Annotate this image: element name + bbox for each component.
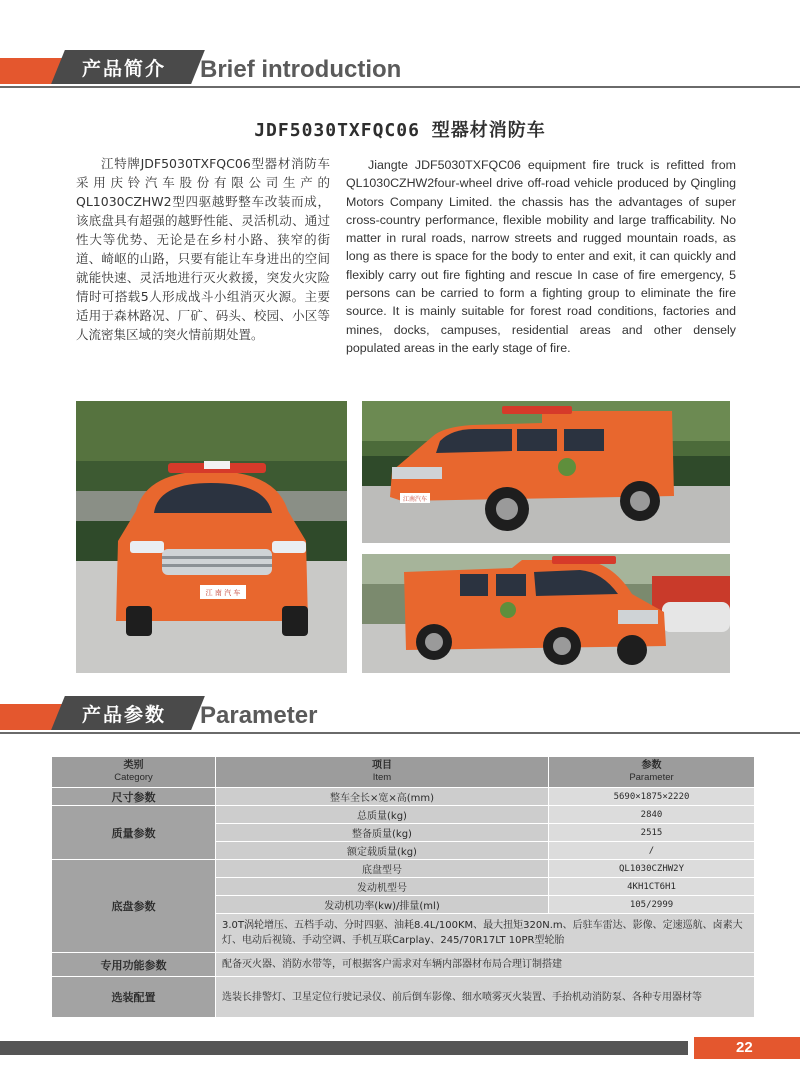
category-special: 专用功能参数 xyxy=(52,953,216,977)
truck-front-image xyxy=(76,401,347,673)
header-value-en: Parameter xyxy=(629,772,674,783)
item-cell: 整备质量(kg) xyxy=(216,824,549,842)
item-cell: 底盘型号 xyxy=(216,860,549,878)
value-cell: 5690×1875×2220 xyxy=(549,788,755,806)
intro-en-heading: Brief introduction xyxy=(200,56,402,83)
header-divider xyxy=(0,732,800,734)
item-cell: 整车全长×宽×高(mm) xyxy=(216,788,549,806)
param-en-heading: Parameter xyxy=(200,702,318,729)
header-item xyxy=(216,757,549,788)
category-size: 尺寸参数 xyxy=(52,788,216,806)
value-cell: / xyxy=(549,842,755,860)
category-chassis: 底盘参数 xyxy=(52,860,216,953)
truck-photo-rear xyxy=(362,554,730,673)
table-row xyxy=(52,977,755,1018)
truck-rear-image xyxy=(362,554,730,673)
truck-photo-front xyxy=(76,401,347,673)
page-number: 22 xyxy=(736,1039,753,1056)
description-en: Jiangte JDF5030TXFQC06 equipment fire truck is refitted from QL1030CZHW2four-wheel drive off-road vehicle produced by Qingling Motors Company Limited. the chassis has the advantages of super cross-country performance, flexible mobility and large trafficability. No matter in rural roads, narrow streets and rugged mountain roads, as long as there is space for the body to enter and exit, it can quickly and flexibly carry out fire fighting and rescue In case of fire emergency, 5 persons can be carried to form a fighting group to eliminate the fire source. It is mainly suitable for forest road conditions, factories and mines, docks, campuses, residential areas and other densely populated areas in the early stage of fire. xyxy=(346,158,736,355)
category-mass: 质量参数 xyxy=(52,806,216,860)
intro-header xyxy=(0,48,800,88)
footer-bar xyxy=(0,1041,688,1055)
side-plate-text: 江南汽车 xyxy=(402,496,428,503)
table-header-row xyxy=(52,757,755,788)
header-item-cn: 项目 xyxy=(372,760,392,771)
header-value xyxy=(549,757,755,788)
special-function-text: 配备灭火器、消防水带等，可根据客户需求对车辆内部器材布局合理订制搭建 xyxy=(216,953,755,977)
value-cell: 4KH1CT6H1 xyxy=(549,878,755,896)
header-category-en: Category xyxy=(114,772,153,783)
value-cell: 2515 xyxy=(549,824,755,842)
value-cell: 2840 xyxy=(549,806,755,824)
truck-photo-side xyxy=(362,401,730,543)
description-cn: 江特牌JDF5030TXFQC06型器材消防车采用庆铃汽车股份有限公司生产的QL1030CZHW2型四驱越野整车改装而成，该底盘具有超强的越野性能、灵活机动、通过性大等优势、无论是在乡村小路、狭窄的街道、崎岖的山路，只要有能让车身进出的空间就能快速、灵活地进行灭火救援，突发火灾险情时可搭载5人形成战斗小组消灭火源。主要适用于森林路况、厂矿、码头、校园、小区等人流密集区域的突火情前期处置。 xyxy=(76,156,330,342)
front-plate-text: 江 南 汽 车 xyxy=(205,589,241,597)
header-category-cn: 类别 xyxy=(123,760,144,771)
header-category xyxy=(52,757,216,788)
category-optional: 选装配置 xyxy=(52,977,216,1018)
table-row xyxy=(52,788,755,806)
header-divider xyxy=(0,86,800,88)
item-cell: 发动机型号 xyxy=(216,878,549,896)
item-cell: 发动机功率(kw)/排量(ml) xyxy=(216,896,549,914)
parameter-table xyxy=(51,756,755,1018)
chassis-note: 3.0T涡轮增压、五档手动、分时四驱、油耗8.4L/100KM、最大扭矩320N.m、后驻车雷达、影像、定速巡航、卤素大灯、电动后视镜、手动空调、手机互联Carplay、245/70R17LT 10PR型轮胎 xyxy=(216,914,755,953)
item-cell: 总质量(kg) xyxy=(216,806,549,824)
optional-config-text: 选装长排警灯、卫星定位行驶记录仪、前后倒车影像、细水喷雾灭火装置、手抬机动消防泵、各种专用器材等 xyxy=(216,977,755,1018)
param-cn-heading: 产品参数 xyxy=(82,704,167,726)
table-row xyxy=(52,806,755,824)
header-value-cn: 参数 xyxy=(641,760,662,771)
table-row xyxy=(52,860,755,878)
value-cell: QL1030CZHW2Y xyxy=(549,860,755,878)
table-row xyxy=(52,953,755,977)
header-item-en: Item xyxy=(372,772,392,783)
param-header xyxy=(0,694,800,734)
intro-cn-heading: 产品简介 xyxy=(82,58,167,80)
truck-side-image xyxy=(362,401,730,543)
value-cell: 105/2999 xyxy=(549,896,755,914)
item-cell: 额定载质量(kg) xyxy=(216,842,549,860)
model-title: JDF5030TXFQC06 型器材消防车 xyxy=(254,120,546,141)
